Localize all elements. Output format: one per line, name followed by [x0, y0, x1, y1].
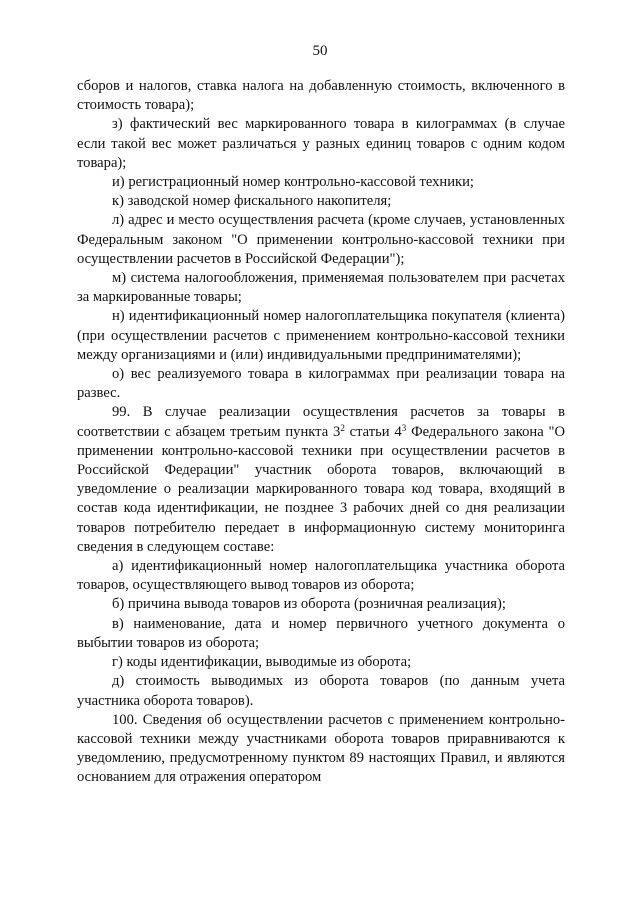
paragraph-item-v: в) наименование, дата и номер первичного учетного документа о выбытии товаров из оборота;: [77, 615, 565, 651]
paragraph-item-n: н) идентификационный номер налогоплательщика покупателя (клиента) (при осуществлении расчетов с применением контрольно-кассовой техники между организациями и (или) индивидуальными предпринимателями);: [77, 308, 565, 363]
clause-99-text-3: Федерального закона "О применении контрольно-кассовой техники при осуществлении расчетов в Российской Федерации" участник оборота товаров, включающий в уведомление о реализации маркированного товара код товара, входящий в состав кода идентификации, не позднее 3 рабочих дней со дня реализации товаров потребителю передает в информационную систему мониторинга сведения в следующем составе:: [77, 423, 565, 555]
paragraph-clause-100: 100. Сведения об осуществлении расчетов с применением контрольно-кассовой техники между участниками оборота товаров приравниваются к уведомлению, предусмотренному пунктом 89 настоящих Правил, и являются основанием для отражения оператором: [77, 711, 565, 786]
paragraph-item-k: к) заводской номер фискального накопителя;: [112, 193, 392, 210]
paragraph-continuation: сборов и налогов, ставка налога на добавленную стоимость, включенного в стоимость товара);: [77, 78, 565, 114]
page-number: 50: [312, 43, 328, 59]
paragraph-item-o: о) вес реализуемого товара в килограммах при реализации товара на развес.: [77, 366, 565, 402]
paragraph-item-a: а) идентификационный номер налогоплательщика участника оборота товаров, осуществляющего вывод товаров из оборота;: [77, 558, 565, 594]
clause-99-text-2: статьи 4: [344, 423, 402, 440]
paragraph-clause-99: [77, 403, 565, 557]
paragraph-item-d: д) стоимость выводимых из оборота товаров (по данным учета участника оборота товаров).: [77, 673, 565, 709]
paragraph-item-g: г) коды идентификации, выводимые из оборота;: [112, 654, 412, 671]
paragraph-item-l: л) адрес и место осуществления расчета (кроме случаев, установленных Федеральным законом "О применении контрольно-кассовой техники при осуществлении расчетов в Российской Федерации");: [77, 212, 565, 267]
paragraph-item-i: и) регистрационный номер контрольно-кассовой техники;: [112, 174, 474, 191]
clause-99-text-1: 99. В случае реализации осуществления расчетов за товары в соответствии с абзацем третьим пункта 3: [77, 404, 565, 440]
paragraph-item-m: м) система налогообложения, применяемая пользователем при расчетах за маркированные товары;: [77, 270, 565, 306]
paragraph-item-b: б) причина вывода товаров из оборота (розничная реализация);: [112, 596, 506, 613]
paragraph-item-z: з) фактический вес маркированного товара в килограммах (в случае если такой вес может различаться у разных единиц товаров с одним кодом товара);: [77, 116, 565, 171]
document-body: [77, 77, 565, 788]
clause-99-superscript-1: 2: [340, 422, 345, 433]
clause-99-superscript-2: 3: [401, 422, 407, 433]
